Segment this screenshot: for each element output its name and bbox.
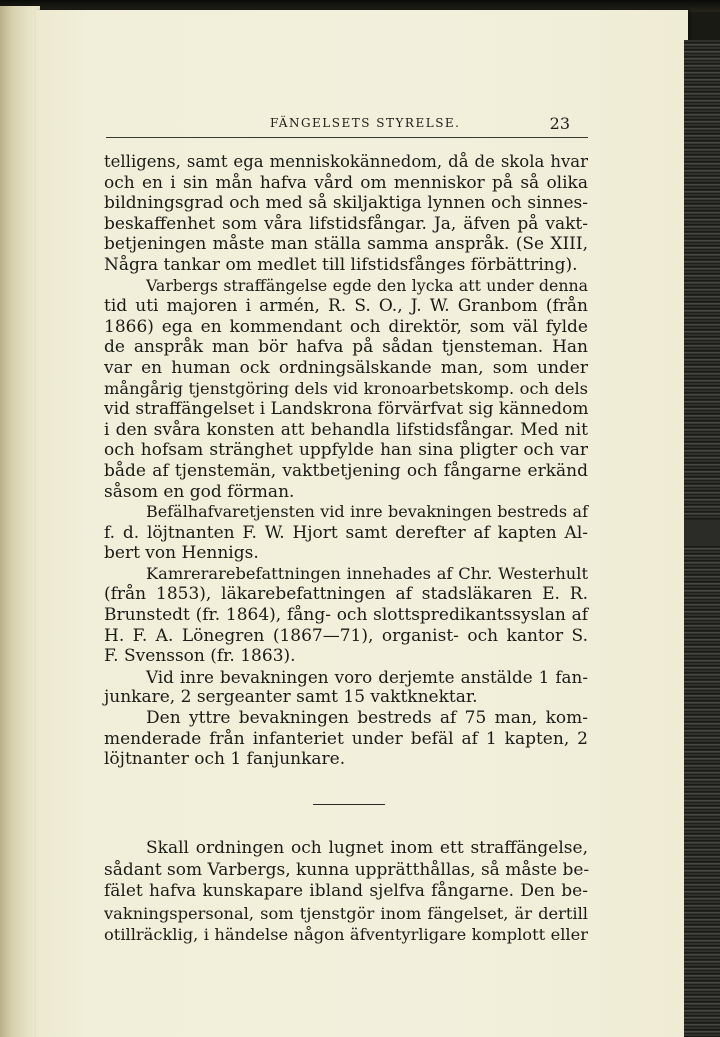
text-line: 1866) ega en kommendant och direktör, som väl fylde — [104, 316, 588, 337]
text-line: och hofsam stränghet uppfylde han sina pligter och var — [104, 440, 588, 461]
text-line: sådant som Varbergs, kunna upprätthållas, så måste be- — [104, 859, 590, 880]
text-line: betjeningen måste man ställa samma anspråk. (Se XIII, — [104, 234, 588, 255]
text-line: F. Svensson (fr. 1863). — [104, 646, 296, 667]
text-line: Kamrerarebefattningen innehades af Chr. Westerhult — [146, 563, 588, 583]
text-line: bildningsgrad och med så skiljaktiga lynnen och sinnes- — [104, 193, 588, 214]
text-line: i den svåra konsten att behandla lifstidsfångar. Med nit — [104, 419, 588, 440]
text-line: Vid inre bevakningen voro derjemte anstälde 1 fan- — [146, 666, 588, 687]
text-line: menderade från infanteriet under befäl af 1 kapten, 2 — [104, 728, 588, 749]
body-text-section-2 — [104, 838, 588, 946]
text-line: (från 1853), läkarebefattningen af stadsläkaren E. R. — [104, 584, 588, 605]
text-line: både af tjenstemän, vaktbetjening och fångarne erkänd — [104, 460, 588, 481]
page-stack-gap — [684, 520, 720, 546]
text-line: Några tankar om medlet till lifstidsfånges förbättring). — [104, 254, 578, 275]
text-line: Brunstedt (fr. 1864), fång- och slottspredikantssyslan af — [104, 605, 588, 626]
text-line: f. d. löjtnanten F. W. Hjort samt derefter af kapten Al- — [104, 522, 588, 543]
text-line: H. F. A. Lönegren (1867—71), organist- och kantor S. — [104, 625, 588, 646]
text-line: fälet hafva kunskapare ibland sjelfva fångarne. Den be- — [104, 881, 588, 902]
text-line: beskaffenhet som våra lifstidsfångar. Ja, äfven på vakt- — [104, 213, 588, 234]
text-line: otillräcklig, i händelse någon äfventyrligare komplott eller — [104, 925, 588, 945]
text-line: var en human ock ordningsälskande man, som under — [104, 357, 588, 378]
text-line: Varbergs straffängelse egde den lycka att under denna — [146, 275, 588, 295]
running-header — [106, 114, 586, 136]
text-line: bert von Hennigs. — [104, 543, 259, 564]
body-text-section-1 — [104, 152, 588, 770]
text-line: vakningspersonal, som tjenstgör inom fängelset, är dertill — [104, 903, 588, 923]
text-line: telligens, samt ega menniskokännedom, då de skola hvar — [104, 152, 588, 171]
text-line: tid uti majoren i armén, R. S. O., J. W. Granbom (från — [104, 296, 588, 317]
text-line: mångårig tjenstgöring dels vid kronoarbetskomp. och dels — [104, 378, 588, 398]
text-line: junkare, 2 sergeanter samt 15 vaktknektar. — [104, 687, 478, 708]
text-line: de anspråk man bör hafva på sådan tjensteman. Han — [104, 337, 588, 358]
text-line: såsom en god förman. — [104, 481, 295, 502]
page-number: 23 — [549, 114, 570, 133]
text-line: Skall ordningen och lugnet inom ett straffängelse, — [146, 838, 588, 858]
text-line: löjtnanter och 1 fanjunkare. — [104, 749, 346, 770]
section-separator — [313, 804, 385, 805]
text-line: Befälhafvaretjensten vid inre bevakningen bestreds af — [146, 502, 588, 522]
text-line: vid straffängelset i Landskrona förvärfvat sig kännedom — [104, 399, 589, 420]
book-spine — [0, 6, 40, 1037]
text-line: och en i sin mån hafva vård om menniskor på så olika — [104, 172, 588, 193]
text-line: Den yttre bevakningen bestreds af 75 man, kom- — [146, 708, 588, 729]
header-rule — [106, 137, 588, 138]
running-title: FÄNGELSETS STYRELSE. — [270, 116, 461, 130]
